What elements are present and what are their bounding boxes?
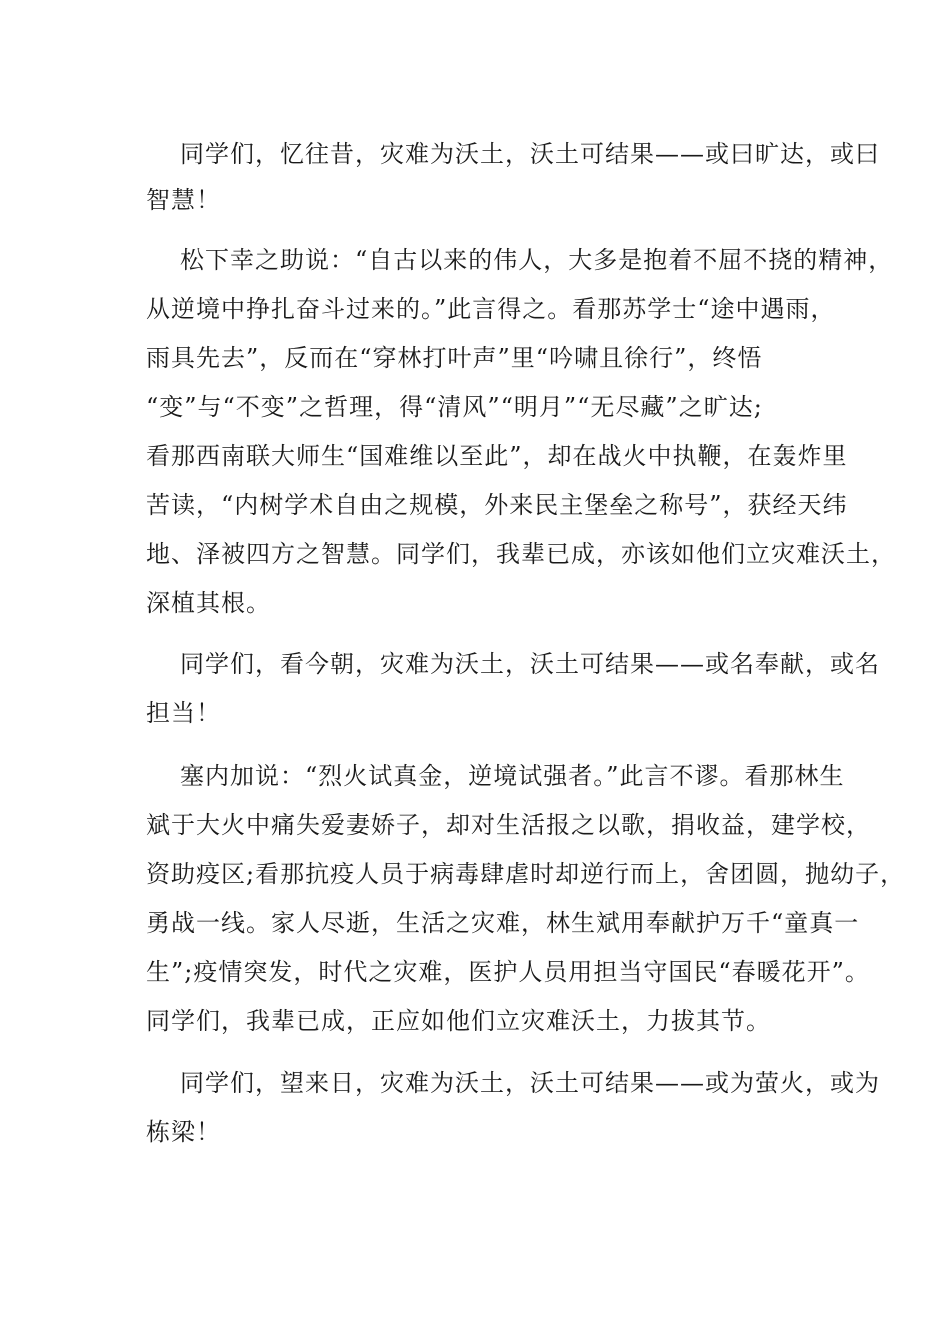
text-line: 资助疫区;看那抗疫人员于病毒肆虐时却逆行而上，舍团圆，抛幼子， <box>146 860 906 888</box>
text-line: 深植其根。 <box>146 589 271 617</box>
text-line: 斌于大火中痛失爱妻娇子，却对生活报之以歌，捐收益，建学校， <box>146 811 871 839</box>
text-line: 同学们，我辈已成，正应如他们立灾难沃土，力拔其节。 <box>146 1007 771 1035</box>
text-line: 智慧！ <box>146 186 221 214</box>
text-line: 生”;疫情突发，时代之灾难，医护人员用担当守国民“春暖花开”。 <box>146 958 870 986</box>
text-line: 同学们，看今朝，灾难为沃土，沃土可结果——或名奉献，或名 <box>180 650 880 678</box>
text-line: 栋梁！ <box>146 1118 221 1146</box>
text-line: 地、泽被四方之智慧。同学们，我辈已成，亦该如他们立灾难沃土， <box>146 540 896 568</box>
text-line: 同学们，忆往昔，灾难为沃土，沃土可结果——或曰旷达，或曰 <box>180 140 880 168</box>
text-line: 塞内加说：“烈火试真金，逆境试强者。”此言不谬。看那林生 <box>180 762 845 790</box>
text-line: 苦读，“内树学术自由之规模，外来民主堡垒之称号”，获经天纬 <box>146 491 848 519</box>
text-line: 松下幸之助说：“自古以来的伟人，大多是抱着不屈不挠的精神， <box>180 246 894 274</box>
text-line: 担当！ <box>146 699 221 727</box>
text-line: 从逆境中挣扎奋斗过来的。”此言得之。看那苏学士“途中遇雨， <box>146 295 836 323</box>
text-line: 同学们，望来日，灾难为沃土，沃土可结果——或为萤火，或为 <box>180 1069 880 1097</box>
text-line: 雨具先去”，反而在“穿林打叶声”里“吟啸且徐行”，终悟 <box>146 344 763 372</box>
text-line: 看那西南联大师生“国难维以至此”，却在战火中执鞭，在轰炸里 <box>146 442 848 470</box>
text-line: 勇战一线。家人尽逝，生活之灾难，林生斌用奉献护万千“童真一 <box>146 909 860 937</box>
text-line: “变”与“不变”之哲理，得“清风”“明月”“无尽藏”之旷达; <box>146 393 763 421</box>
